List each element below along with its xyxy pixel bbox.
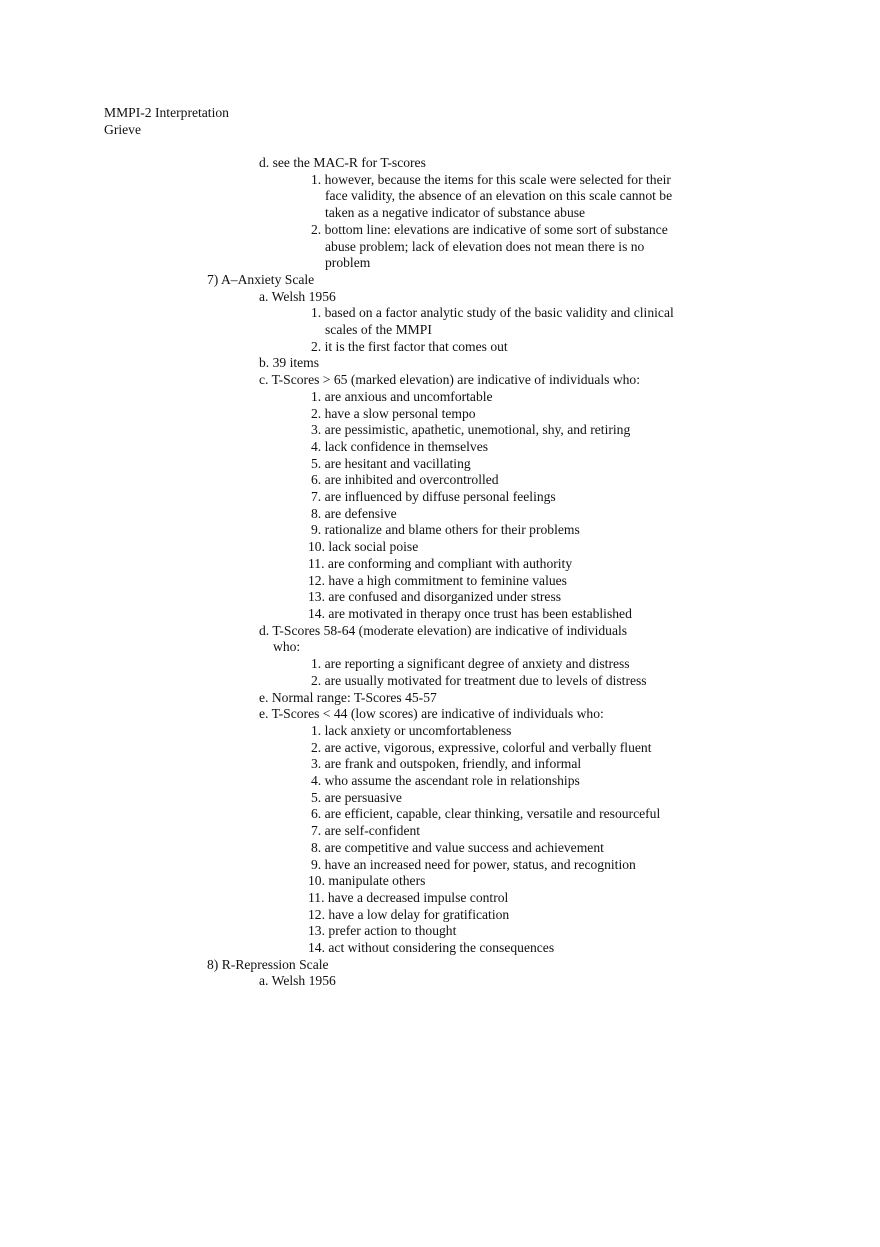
list-item: 14. are motivated in therapy once trust has been established: [308, 605, 632, 621]
anxiety-item-e-low: e. T-Scores < 44 (low scores) are indicative of individuals who:: [259, 706, 604, 722]
list-item: 4. lack confidence in themselves: [311, 438, 489, 454]
list-item: 4. who assume the ascendant role in relationships: [311, 773, 580, 789]
list-item-continuation: problem: [325, 255, 371, 271]
list-item: 5. are hesitant and vacillating: [311, 455, 471, 471]
anxiety-item-c: c. T-Scores > 65 (marked elevation) are indicative of individuals who:: [259, 372, 641, 388]
list-item: 6. are inhibited and overcontrolled: [311, 472, 499, 488]
anxiety-item-b: b. 39 items: [259, 355, 320, 371]
list-item: 3. are frank and outspoken, friendly, and informal: [311, 756, 582, 772]
anxiety-item-a: a. Welsh 1956: [259, 288, 336, 304]
list-item: 5. are persuasive: [311, 789, 402, 805]
list-item: 6. are efficient, capable, clear thinking, versatile and resourceful: [311, 806, 661, 822]
list-item: 2. are active, vigorous, expressive, colorful and verbally fluent: [311, 739, 652, 755]
header-title: MMPI-2 Interpretation: [104, 105, 229, 120]
list-item-continuation: face validity, the absence of an elevation on this scale cannot be: [325, 188, 673, 204]
list-item: 9. have an increased need for power, status, and recognition: [311, 856, 636, 872]
list-item: 1. based on a factor analytic study of the basic validity and clinical: [311, 305, 674, 321]
list-item: 13. are confused and disorganized under stress: [308, 589, 562, 605]
list-item: 12. have a low delay for gratification: [308, 906, 510, 922]
header-author: Grieve: [104, 121, 141, 137]
list-item: 2. have a slow personal tempo: [311, 405, 476, 421]
repression-item-a: a. Welsh 1956: [259, 973, 336, 989]
list-item: 7. are self-confident: [311, 823, 421, 839]
list-item-continuation: taken as a negative indicator of substance abuse: [325, 205, 586, 221]
list-item: 8. are defensive: [311, 505, 397, 521]
list-item: 2. are usually motivated for treatment due to levels of distress: [311, 672, 647, 688]
list-item: 7. are influenced by diffuse personal feelings: [311, 489, 556, 505]
list-item: 13. prefer action to thought: [308, 923, 457, 939]
list-item: 10. lack social poise: [308, 539, 419, 555]
list-item: 1. lack anxiety or uncomfortableness: [311, 722, 512, 738]
anxiety-item-e-normal: e. Normal range: T-Scores 45-57: [259, 689, 437, 705]
section-heading-anxiety: 7) A–Anxiety Scale: [207, 271, 315, 287]
list-item: 10. manipulate others: [308, 873, 426, 889]
list-item: 2. bottom line: elevations are indicative of some sort of substance: [311, 221, 668, 237]
list-item: 11. are conforming and compliant with authority: [308, 555, 573, 571]
anxiety-item-d: d. T-Scores 58-64 (moderate elevation) are indicative of individuals: [259, 622, 628, 638]
list-item-continuation: scales of the MMPI: [325, 322, 432, 338]
list-item: 8. are competitive and value success and achievement: [311, 839, 604, 855]
section-heading-repression: 8) R-Repression Scale: [207, 956, 329, 972]
mac-r-item-d: d. see the MAC-R for T-scores: [259, 155, 426, 170]
list-item: 2. it is the first factor that comes out: [311, 338, 508, 354]
list-item: 11. have a decreased impulse control: [308, 889, 509, 905]
document-body: [0, 155, 880, 990]
list-item: 3. are pessimistic, apathetic, unemotional, shy, and retiring: [311, 422, 631, 438]
list-item: 14. act without considering the consequences: [308, 940, 555, 956]
document-header: [104, 105, 229, 138]
list-item: 1. are reporting a significant degree of anxiety and distress: [311, 656, 630, 672]
list-item: 1. however, because the items for this scale were selected for their: [311, 171, 671, 187]
list-item-continuation: abuse problem; lack of elevation does not mean there is no: [325, 238, 645, 254]
anxiety-item-d-continuation: who:: [273, 639, 301, 655]
list-item: 12. have a high commitment to feminine values: [308, 572, 567, 588]
list-item: 9. rationalize and blame others for their problems: [311, 522, 580, 538]
list-item: 1. are anxious and uncomfortable: [311, 388, 493, 404]
